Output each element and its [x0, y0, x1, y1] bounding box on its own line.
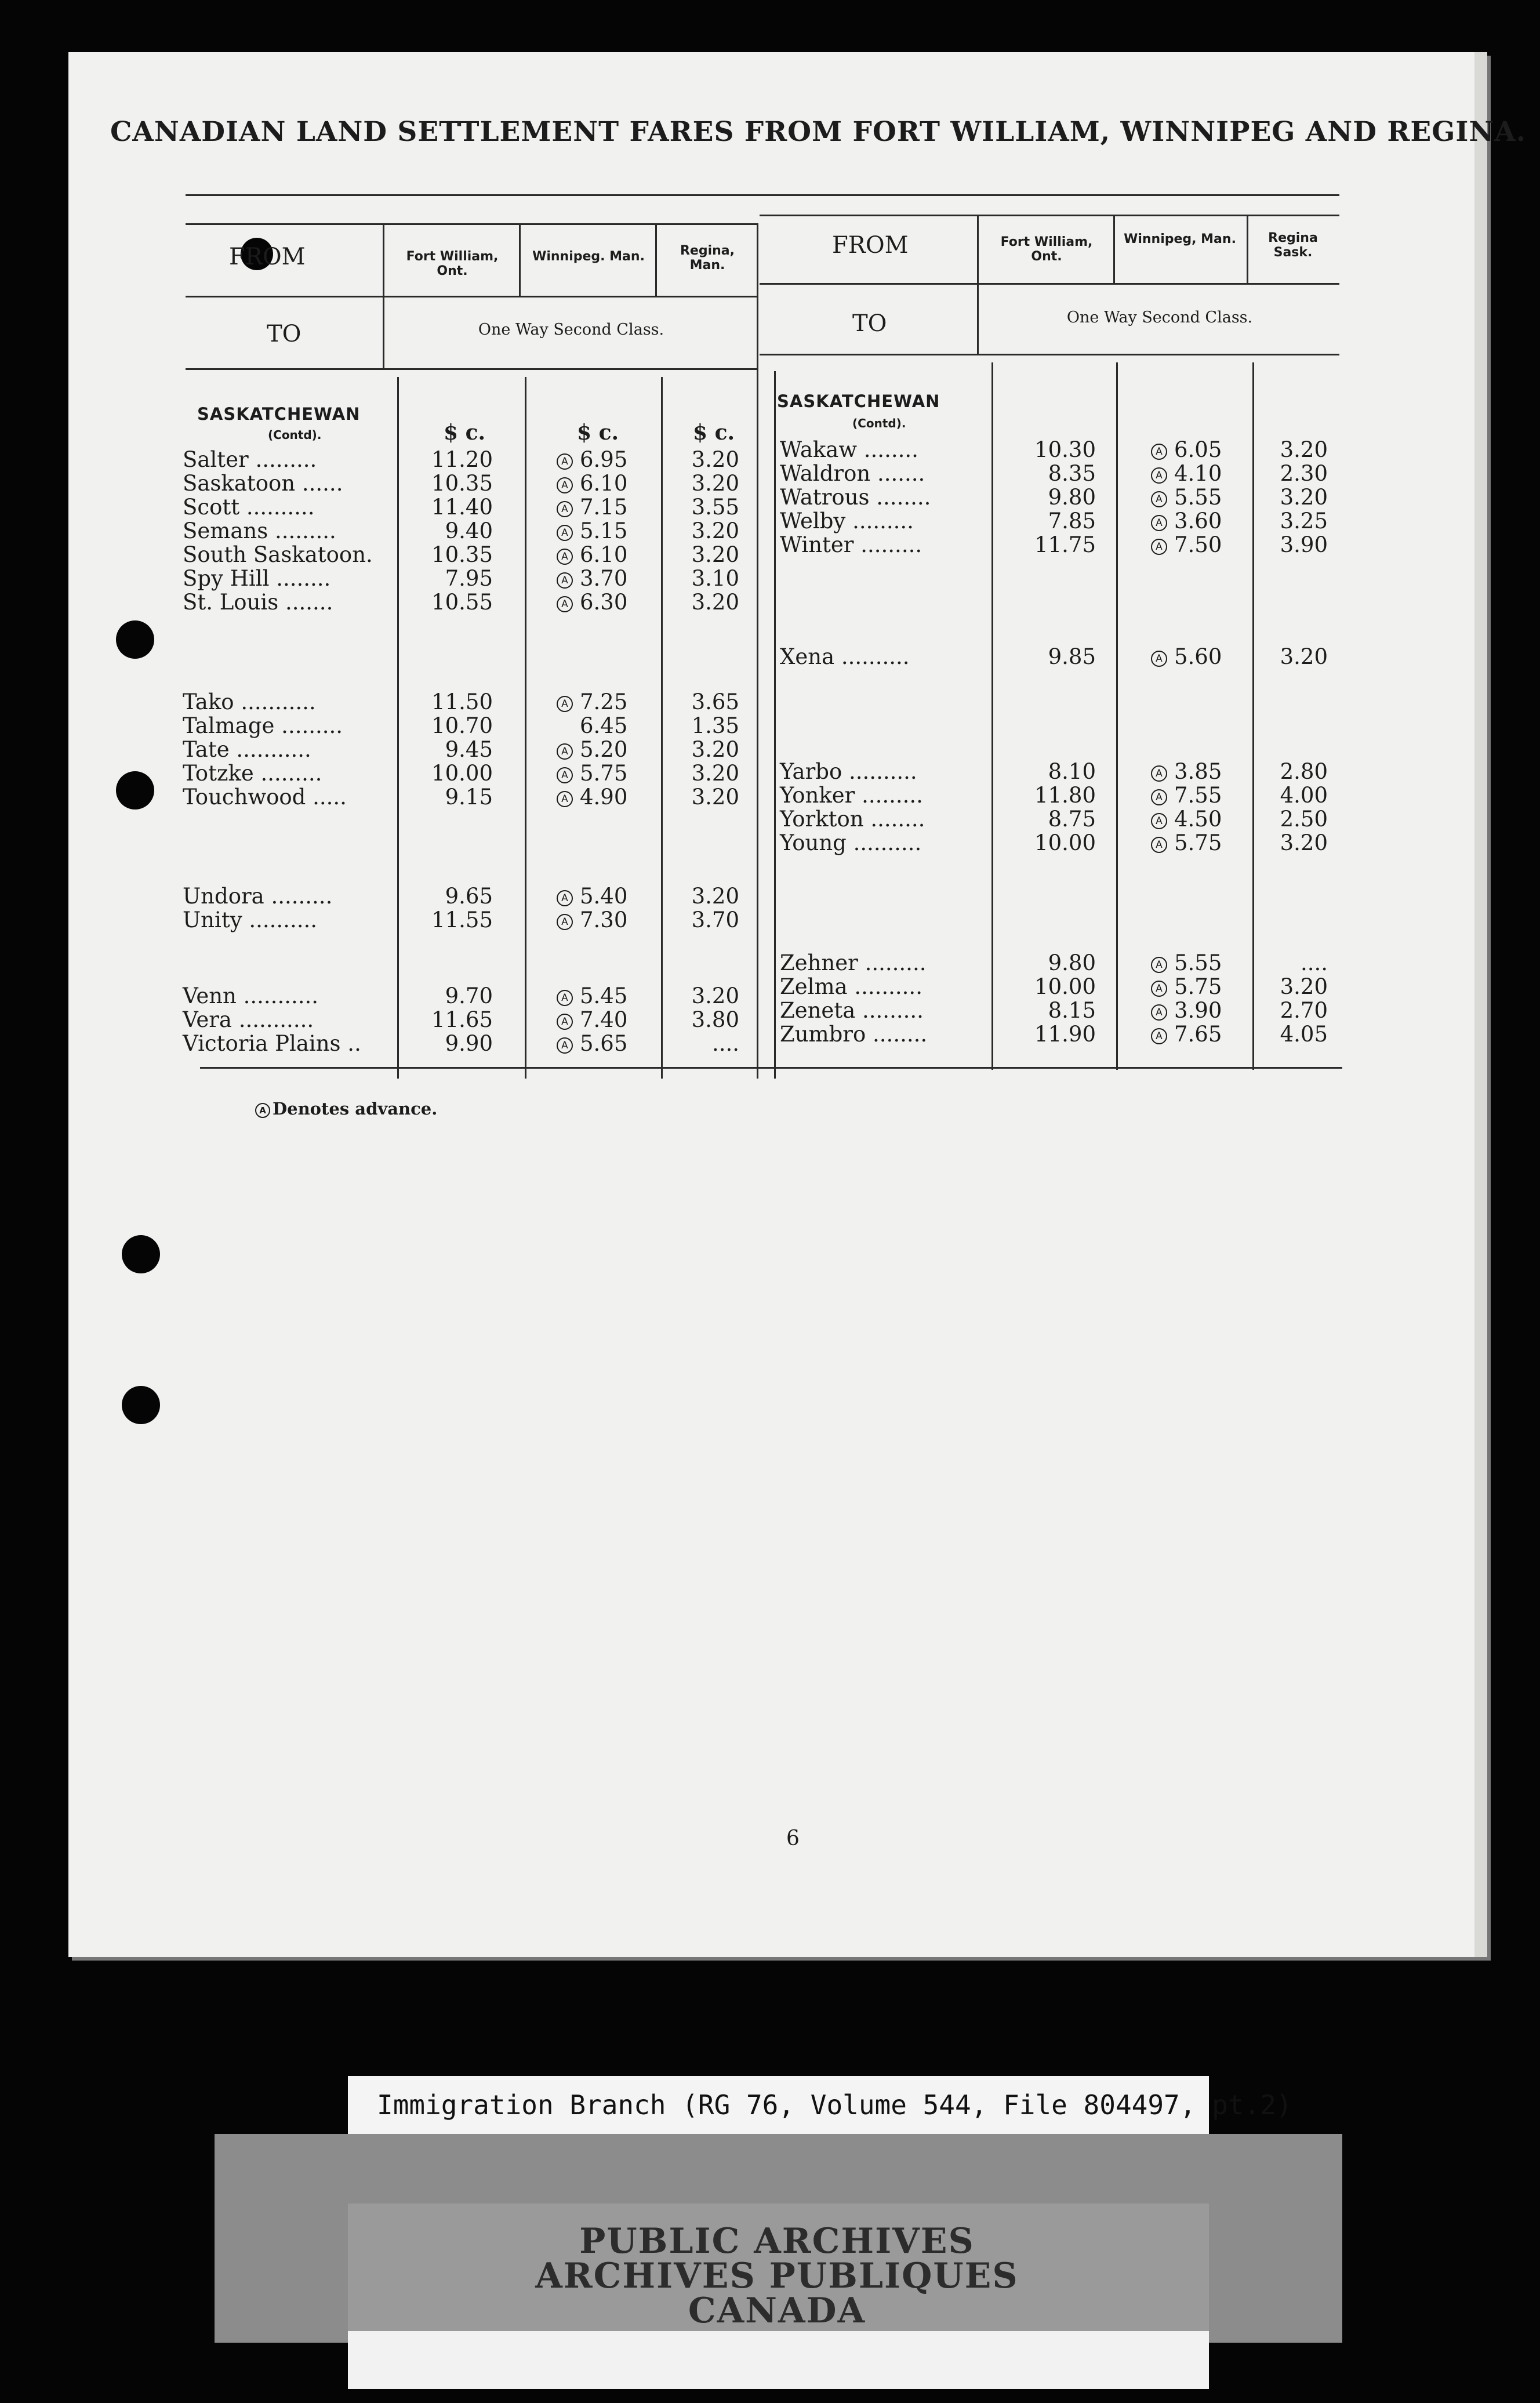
right-header-top-rule	[760, 215, 1339, 216]
fare-winnipeg: 6.05	[1174, 437, 1222, 462]
fare-winnipeg: 5.65	[580, 1031, 628, 1056]
advance-circle-icon: A	[255, 1103, 270, 1118]
fare-fort-william: 9.65	[445, 884, 493, 909]
right-section-sub: (Contd).	[852, 416, 906, 430]
fare-place: Wakaw ........	[780, 437, 918, 462]
punch-hole	[122, 1235, 160, 1273]
advance-circle-icon: A	[1151, 539, 1167, 555]
fare-winnipeg-cell	[1151, 975, 1222, 999]
fare-regina: 3.20	[691, 542, 739, 567]
fare-fort-william: 8.10	[1048, 759, 1096, 784]
fare-winnipeg: 4.50	[1174, 807, 1222, 832]
advance-circle-icon: A	[1151, 467, 1167, 484]
fare-regina: 4.00	[1280, 783, 1328, 808]
fare-fort-william: 8.35	[1048, 461, 1096, 486]
fare-winnipeg: 3.90	[1174, 998, 1222, 1023]
advance-circle-icon: A	[1151, 957, 1167, 973]
advance-circle-icon: A	[557, 572, 573, 589]
fare-winnipeg: 5.75	[1174, 830, 1222, 855]
fare-winnipeg-cell	[1151, 783, 1222, 807]
fare-fort-william: 10.00	[1034, 830, 1096, 855]
fare-winnipeg: 5.20	[580, 737, 628, 762]
fare-regina: 3.65	[691, 689, 739, 714]
advance-circle-icon: A	[557, 696, 573, 712]
fare-place: Young ..........	[780, 830, 922, 855]
fare-winnipeg: 5.40	[580, 884, 628, 909]
fare-fort-william: 9.15	[445, 785, 493, 810]
advance-circle-icon: A	[557, 477, 573, 493]
unit-fort-william: $ c.	[444, 420, 486, 445]
footnote	[255, 1099, 437, 1119]
fare-place: St. Louis .......	[183, 590, 333, 615]
fare-winnipeg: 5.60	[1174, 644, 1222, 669]
fare-winnipeg-cell	[557, 567, 627, 590]
fare-fort-william: 11.40	[431, 495, 493, 520]
fare-winnipeg-cell	[557, 738, 627, 761]
fare-place: Venn ...........	[183, 983, 319, 1008]
fare-winnipeg-cell	[1151, 831, 1222, 855]
advance-circle-icon: A	[557, 525, 573, 541]
right-from-label: FROM	[832, 232, 909, 259]
fare-regina: 4.05	[1280, 1022, 1328, 1047]
fare-fort-william: 9.90	[445, 1031, 493, 1056]
advance-circle-icon: A	[1151, 1028, 1167, 1044]
footnote-text: Denotes advance.	[273, 1099, 438, 1119]
fare-winnipeg-cell	[1151, 438, 1222, 462]
advance-circle-icon: A	[1151, 515, 1167, 531]
fare-winnipeg-cell	[557, 714, 627, 738]
fare-regina: 3.20	[1280, 830, 1328, 855]
unit-winnipeg: $ c.	[577, 420, 619, 445]
fare-place: Zeneta .........	[780, 998, 924, 1023]
fare-winnipeg-cell	[1151, 485, 1222, 509]
right-col-rule	[1252, 362, 1254, 1070]
fare-winnipeg-cell	[557, 1032, 627, 1055]
fare-fort-william: 10.00	[1034, 974, 1096, 999]
fare-fort-william: 10.70	[431, 713, 493, 738]
fare-place: Tate ...........	[183, 737, 311, 762]
fare-winnipeg: 5.55	[1174, 485, 1222, 510]
fare-winnipeg-cell	[557, 543, 627, 567]
fare-place: Talmage .........	[183, 713, 343, 738]
fare-fort-william: 11.55	[431, 908, 493, 932]
advance-circle-icon: A	[1151, 837, 1167, 853]
left-col-winnipeg: Winnipeg. Man.	[532, 249, 645, 264]
fare-regina: 2.30	[1280, 461, 1328, 486]
fare-place: Saskatoon ......	[183, 471, 343, 496]
fare-fort-william: 9.85	[1048, 644, 1096, 669]
fare-fort-william: 9.80	[1048, 950, 1096, 975]
fare-fort-william: 11.20	[431, 447, 493, 472]
fare-winnipeg-cell	[557, 495, 627, 519]
fare-regina: 2.50	[1280, 807, 1328, 832]
fare-winnipeg-cell	[1151, 951, 1222, 975]
advance-circle-icon: A	[557, 1037, 573, 1054]
unit-regina: $ c.	[693, 420, 735, 445]
fare-regina: 3.20	[691, 761, 739, 786]
fare-winnipeg-cell	[1151, 533, 1222, 557]
fare-fort-william: 10.30	[1034, 437, 1096, 462]
fare-fort-william: 11.90	[1034, 1022, 1096, 1047]
fare-fort-william: 8.15	[1048, 998, 1096, 1023]
left-one-way-label: One Way Second Class.	[478, 321, 664, 339]
fare-regina: 3.70	[691, 908, 739, 932]
left-col-rule	[397, 377, 399, 1079]
fare-place: Totzke .........	[183, 761, 322, 786]
fare-fort-william: 9.45	[445, 737, 493, 762]
fare-winnipeg: 6.10	[580, 542, 628, 567]
fare-regina: 3.20	[691, 471, 739, 496]
fare-fort-william: 11.50	[431, 689, 493, 714]
fare-winnipeg: 6.30	[580, 590, 628, 615]
fare-fort-william: 7.95	[445, 566, 493, 591]
archive-stamp-bottom	[348, 2331, 1209, 2389]
right-to-label: TO	[852, 310, 887, 337]
fare-place: Watrous ........	[780, 485, 931, 510]
fare-winnipeg: 7.25	[580, 689, 628, 714]
fare-place: Scott ..........	[183, 495, 315, 520]
fare-winnipeg-cell	[557, 908, 627, 932]
right-header-divider	[977, 215, 979, 354]
page-title: CANADIAN LAND SETTLEMENT FARES FROM FORT WILLIAM, WINNIPEG AND REGINA.	[110, 116, 1527, 148]
advance-circle-icon: A	[557, 743, 573, 760]
fare-winnipeg: 7.50	[1174, 532, 1222, 557]
fare-winnipeg: 6.45	[580, 713, 628, 738]
advance-circle-icon: A	[557, 549, 573, 565]
advance-circle-icon: A	[557, 501, 573, 517]
advance-circle-icon: A	[1151, 1004, 1167, 1021]
fare-place: Welby .........	[780, 509, 914, 533]
fare-winnipeg: 4.10	[1174, 461, 1222, 486]
fare-winnipeg-cell	[557, 448, 627, 471]
advance-circle-icon: A	[1151, 981, 1167, 997]
fare-place: Undora .........	[183, 884, 333, 909]
fare-winnipeg: 5.75	[1174, 974, 1222, 999]
fare-fort-william: 10.35	[431, 471, 493, 496]
fare-winnipeg: 6.10	[580, 471, 628, 496]
fare-place: Vera ...........	[183, 1007, 314, 1032]
advance-circle-icon: A	[557, 791, 573, 807]
fare-regina: 3.20	[691, 737, 739, 762]
fare-place: Yonker .........	[780, 783, 923, 808]
fare-regina: ....	[711, 1031, 739, 1056]
fare-regina: 3.20	[691, 518, 739, 543]
fare-place: Zelma ..........	[780, 974, 922, 999]
advance-circle-icon: A	[557, 990, 573, 1006]
fare-winnipeg-cell	[557, 984, 627, 1008]
advance-circle-icon: A	[1151, 813, 1167, 829]
fare-winnipeg-cell	[557, 1008, 627, 1032]
left-section-sub: (Contd).	[268, 428, 322, 442]
fare-winnipeg-cell	[1151, 760, 1222, 783]
fare-winnipeg-cell	[1151, 807, 1222, 831]
stamp-line-2: ARCHIVES PUBLIQUES	[535, 2256, 1019, 2296]
fare-winnipeg-cell	[1151, 1022, 1222, 1046]
fare-winnipeg: 5.45	[580, 983, 628, 1008]
fare-place: Yorkton ........	[780, 807, 925, 832]
fare-winnipeg: 3.85	[1174, 759, 1222, 784]
stamp-line-3: CANADA	[688, 2291, 866, 2331]
left-section-title: SASKATCHEWAN	[197, 404, 361, 424]
fare-regina: 3.20	[691, 785, 739, 810]
punch-hole	[122, 1386, 160, 1424]
fare-winnipeg: 7.15	[580, 495, 628, 520]
fare-place: Xena ..........	[780, 644, 910, 669]
fare-winnipeg: 5.15	[580, 518, 628, 543]
fare-place: Zumbro ........	[780, 1022, 928, 1047]
fare-winnipeg: 3.60	[1174, 509, 1222, 533]
fare-winnipeg: 7.40	[580, 1007, 628, 1032]
fare-regina: 3.55	[691, 495, 739, 520]
punch-hole	[116, 620, 154, 659]
advance-circle-icon: A	[557, 890, 573, 906]
fare-fort-william: 8.75	[1048, 807, 1096, 832]
fare-winnipeg: 6.95	[580, 447, 628, 472]
fare-winnipeg-cell	[557, 785, 627, 809]
fare-regina: 3.10	[691, 566, 739, 591]
fare-regina: 3.20	[691, 983, 739, 1008]
fare-fort-william: 11.75	[1034, 532, 1096, 557]
fare-winnipeg: 3.70	[580, 566, 628, 591]
left-header-bottom-rule	[186, 368, 757, 370]
fare-fort-william: 9.70	[445, 983, 493, 1008]
fare-regina: 3.20	[1280, 485, 1328, 510]
left-table-right-border	[757, 223, 758, 1079]
left-col-rule	[525, 377, 526, 1079]
punch-hole	[116, 771, 154, 810]
fare-winnipeg-cell	[557, 690, 627, 714]
fare-fort-william: 9.80	[1048, 485, 1096, 510]
fare-place: Spy Hill ........	[183, 566, 331, 591]
left-header-divider	[655, 223, 657, 296]
fare-winnipeg-cell	[557, 519, 627, 543]
right-header-mid-rule	[760, 283, 1339, 285]
left-from-label: FROM	[229, 244, 306, 270]
right-col-winnipeg: Winnipeg, Man.	[1124, 232, 1236, 246]
advance-circle-icon: A	[557, 914, 573, 930]
right-header-divider	[1113, 215, 1115, 283]
left-col-regina: Regina, Man.	[680, 244, 735, 273]
fare-place: Zehner .........	[780, 950, 927, 975]
fare-place: Yarbo ..........	[780, 759, 917, 784]
fare-regina: 3.80	[691, 1007, 739, 1032]
fare-regina: ....	[1300, 950, 1328, 975]
fare-fort-william: 9.40	[445, 518, 493, 543]
fare-regina: 2.70	[1280, 998, 1328, 1023]
fare-winnipeg-cell	[1151, 462, 1222, 485]
fare-place: Tako ...........	[183, 689, 316, 714]
archive-reference-label: Immigration Branch (RG 76, Volume 544, File 804497, pt.2)	[348, 2076, 1209, 2134]
fare-place: Semans .........	[183, 518, 336, 543]
fare-place: Winter .........	[780, 532, 922, 557]
fare-winnipeg: 4.90	[580, 785, 628, 810]
fare-winnipeg-cell	[557, 471, 627, 495]
advance-circle-icon: A	[557, 596, 573, 612]
advance-circle-icon: A	[557, 1014, 573, 1030]
advance-circle-icon: A	[1151, 789, 1167, 805]
fare-winnipeg-cell	[1151, 509, 1222, 533]
fare-regina: 3.25	[1280, 509, 1328, 533]
right-header-divider	[1247, 215, 1248, 283]
fare-winnipeg-cell	[1151, 645, 1222, 669]
fare-winnipeg: 5.75	[580, 761, 628, 786]
fare-regina: 3.20	[691, 447, 739, 472]
advance-circle-icon: A	[1151, 491, 1167, 507]
fare-winnipeg: 5.55	[1174, 950, 1222, 975]
advance-circle-icon: A	[557, 453, 573, 470]
fare-regina: 3.90	[1280, 532, 1328, 557]
fare-regina: 3.20	[1280, 644, 1328, 669]
advance-circle-icon: A	[1151, 765, 1167, 782]
right-section-title: SASKATCHEWAN	[777, 391, 940, 411]
right-table-left-border	[774, 371, 776, 1079]
fare-fort-william: 7.85	[1048, 509, 1096, 533]
advance-circle-icon: A	[557, 767, 573, 783]
fare-winnipeg: 7.30	[580, 908, 628, 932]
fare-fort-william: 10.00	[431, 761, 493, 786]
right-col-fort-william: Fort William, Ont.	[1000, 235, 1093, 264]
fare-place: Unity ..........	[183, 908, 317, 932]
fare-fort-william: 10.55	[431, 590, 493, 615]
right-col-rule	[1116, 362, 1118, 1070]
right-header-bottom-rule	[760, 354, 1339, 355]
fare-fort-william: 11.65	[431, 1007, 493, 1032]
left-col-rule	[661, 377, 663, 1079]
fare-regina: 1.35	[691, 713, 739, 738]
left-header-mid-rule	[186, 296, 757, 297]
fare-place: Touchwood .....	[183, 785, 347, 810]
page-number: 6	[786, 1827, 800, 1850]
fare-winnipeg-cell	[557, 590, 627, 614]
fare-regina: 3.20	[1280, 437, 1328, 462]
left-to-label: TO	[267, 321, 302, 347]
fare-fort-william: 11.80	[1034, 783, 1096, 808]
right-col-regina: Regina Sask.	[1268, 231, 1318, 260]
right-col-rule	[991, 362, 993, 1070]
stamp-line-1: PUBLIC ARCHIVES	[579, 2221, 975, 2262]
fare-regina: 3.20	[691, 884, 739, 909]
left-header-divider	[519, 223, 521, 296]
left-col-fort-william: Fort William, Ont.	[406, 249, 499, 278]
right-one-way-label: One Way Second Class.	[1066, 308, 1253, 326]
fare-regina: 3.20	[1280, 974, 1328, 999]
advance-circle-icon: A	[1151, 444, 1167, 460]
fare-regina: 2.80	[1280, 759, 1328, 784]
fare-winnipeg-cell	[557, 884, 627, 908]
table-bottom-rule	[200, 1067, 1342, 1069]
title-rule	[186, 194, 1339, 196]
fare-regina: 3.20	[691, 590, 739, 615]
fare-winnipeg-cell	[557, 761, 627, 785]
fare-place: Waldron .......	[780, 461, 925, 486]
fare-winnipeg: 7.65	[1174, 1022, 1222, 1047]
fare-winnipeg: 7.55	[1174, 783, 1222, 808]
advance-circle-icon: A	[1151, 651, 1167, 667]
left-header-divider	[383, 223, 384, 368]
fare-fort-william: 10.35	[431, 542, 493, 567]
fare-place: South Saskatoon.	[183, 542, 373, 567]
fare-winnipeg-cell	[1151, 999, 1222, 1022]
left-header-top-rule	[186, 223, 757, 225]
fare-place: Salter .........	[183, 447, 317, 472]
fare-place: Victoria Plains ..	[183, 1031, 361, 1056]
